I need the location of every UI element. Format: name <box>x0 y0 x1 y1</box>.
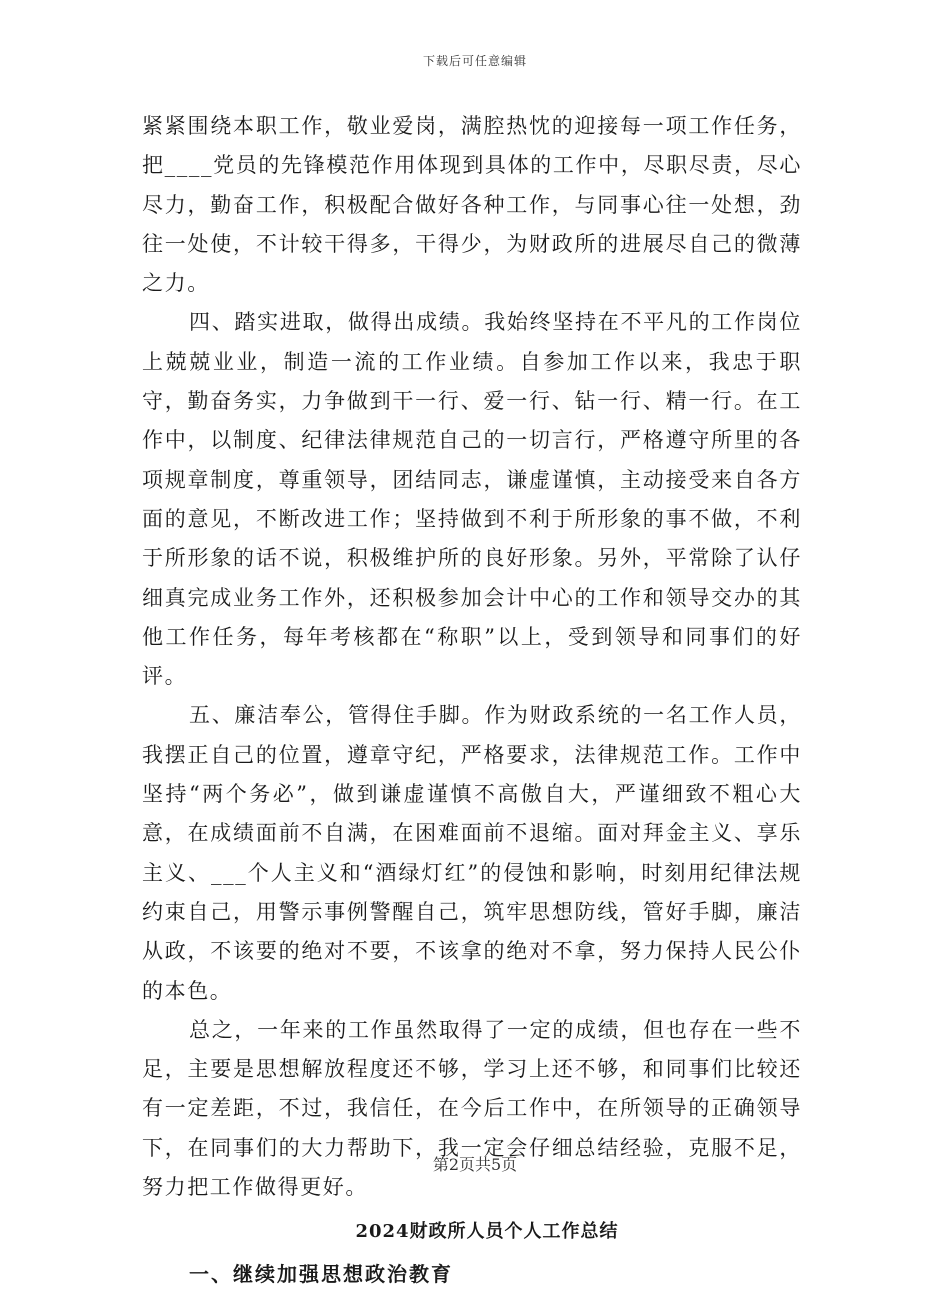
section-heading: 一、继续加强思想政治教育 <box>189 1262 453 1287</box>
paragraph-2: 四、踏实进取，做得出成绩。我始终坚持在不平凡的工作岗位上兢兢业业，制造一流的工作业绩。自参加工作以来，我忠于职守，勤奋务实，力争做到干一行、爱一行、钻一行、精一行。在工作中，以制度、纪律法律规范自己的一切言行，严格遵守所里的各项规章制度，尊重领导，团结同志，谦虚谨慎，主动接受来自各方面的意见，不断改进工作；坚持做到不利于所形象的事不做，不利于所形象的话不说，积极维护所的良好形象。另外，平常除了认仔细真完成业务工作外，还积极参加会计中心的工作和领导交办的其他工作任务，每年考核都在“称职”以上，受到领导和同事们的好评。 <box>142 310 802 689</box>
paragraph-4: 总之，一年来的工作虽然取得了一定的成绩，但也存在一些不足，主要是思想解放程度还不够，学习上还不够，和同事们比较还有一定差距，不过，我信任，在今后工作中，在所领导的正确领导下，在同事们的大力帮助下，我一定会仔细总结经验，克服不足，努力把工作做得更好。 <box>142 1017 802 1200</box>
paragraph-3: 五、廉洁奉公，管得住手脚。作为财政系统的一名工作人员，我摆正自己的位置，遵章守纪，严格要求，法律规范工作。工作中坚持“两个务必”，做到谦虚谨慎不高傲自大，严谨细致不粗心大意，在成绩面前不自满，在困难面前不退缩。面对拜金主义、享乐主义、___个人主义和“酒绿灯红”的侵蚀和影响，时刻用纪律法规约束自己，用警示事例警醒自己，筑牢思想防线，管好手脚，廉洁从政，不该要的绝对不要，不该拿的绝对不拿，努力保持人民公仆的本色。 <box>142 703 802 1003</box>
document-title: 2024财政所人员个人工作总结 <box>355 1221 619 1243</box>
document-body <box>142 107 802 1294</box>
paragraph-1: 紧紧围绕本职工作，敬业爱岗，满腔热忱的迎接每一项工作任务，把____党员的先锋模范作用体现到具体的工作中，尽职尽责，尽心尽力，勤奋工作，积极配合做好各种工作，与同事心往一处想，劲往一处使，不计较干得多，干得少，为财政所的进展尽自己的微薄之力。 <box>142 114 802 296</box>
page-footer: 第2页共5页 <box>432 1155 518 1174</box>
page-header: 下载后可任意编辑 <box>422 54 527 68</box>
